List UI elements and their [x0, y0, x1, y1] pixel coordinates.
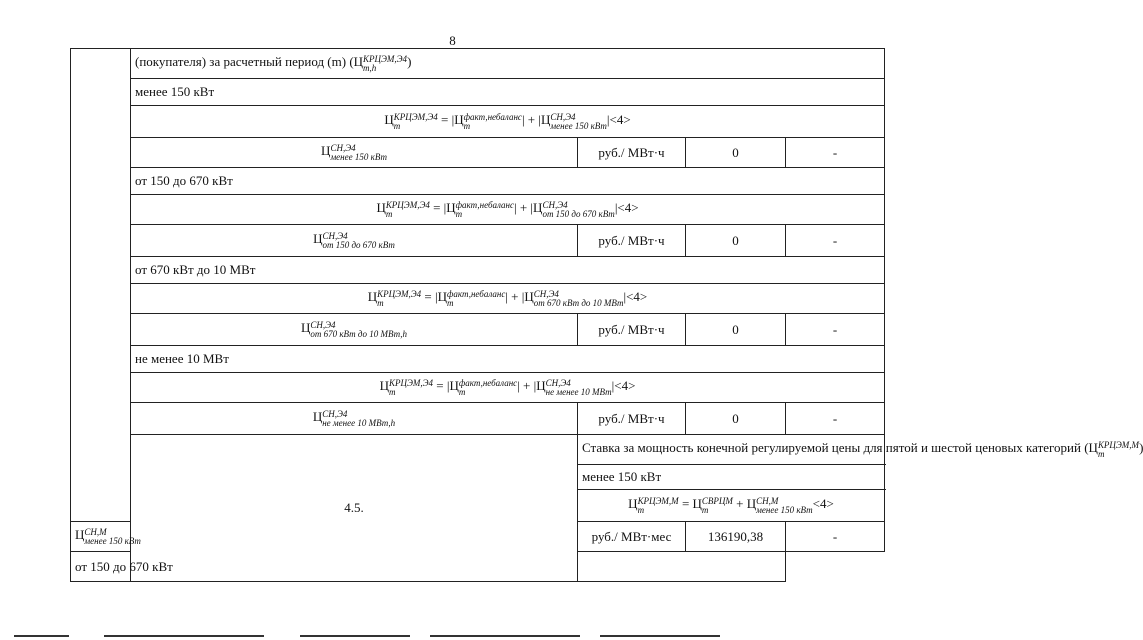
range-label: не менее 10 МВт: [131, 346, 885, 373]
unit-cell: руб./ МВт·мес: [578, 522, 686, 552]
range-label-row: [71, 346, 885, 373]
formula-row: [71, 106, 885, 138]
formula: Ц КРЦЭМ,Э4 m = |Ц факт,небаланс m | + |Ц СН,Э4 от 150 до 670 кВт |<4>: [131, 195, 885, 225]
range-label-row: [71, 552, 885, 582]
formula: Ц КРЦЭМ,Э4 m = |Ц факт,небаланс m | + |Ц СН,Э4 менее 150 кВт |<4>: [131, 106, 885, 138]
formula: Ц КРЦЭМ,Э4 m = |Ц факт,небаланс m | + |Ц СН,Э4 не менее 10 МВт |<4>: [131, 373, 885, 403]
symbol-cell: Ц СН,Э4 от 150 до 670 кВт: [131, 225, 578, 257]
symbol-cell: Ц СН,Э4 от 670 кВт до 10 МВт,h: [131, 314, 578, 346]
unit-cell: руб./ МВт·ч: [578, 225, 686, 257]
symbol-cell: Ц СН,Э4 не менее 10 МВт,h: [131, 403, 578, 435]
range-label-row: [71, 257, 885, 284]
dash-cell: -: [786, 225, 885, 257]
range-label: менее 150 кВт: [131, 79, 885, 106]
range-label: от 670 кВт до 10 МВт: [131, 257, 885, 284]
range-label: от 150 до 670 кВт: [131, 168, 885, 195]
dash-cell: -: [786, 314, 885, 346]
section-heading: Ставка за мощность конечной регулируемой цены для пятой и шестой ценовых категорий (Ц КРЦЭМ,М m ): [578, 435, 885, 465]
range-label: менее 150 кВт: [578, 465, 885, 490]
unit-cell: руб./ МВт·ч: [578, 403, 686, 435]
row-number-cell: [71, 49, 131, 522]
tariff-table: [70, 48, 1143, 582]
formula: Ц КРЦЭМ,Э4 m = |Ц факт,небаланс m | + |Ц СН,Э4 от 670 кВт до 10 МВт |<4>: [131, 284, 885, 314]
formula-row: [71, 373, 885, 403]
dash-cell: -: [786, 138, 885, 168]
range-label: от 150 до 670 кВт: [71, 552, 786, 582]
formula-row: [71, 284, 885, 314]
value-row: [71, 138, 885, 168]
value-row: [71, 403, 885, 435]
formula-row: [71, 195, 885, 225]
range-label-row: [71, 79, 885, 106]
value-cell: 0: [686, 138, 786, 168]
row-number-cell: 4.5.: [131, 435, 578, 582]
bottom-edge-marks: [0, 632, 905, 640]
section-4-5-heading-row: [71, 435, 885, 465]
section-heading: (покупателя) за расчетный период (m) (Ц КРЦЭМ,Э4 m,h ): [131, 49, 885, 79]
range-label-row: [71, 168, 885, 195]
formula: Ц КРЦЭМ,М m = Ц СВРЦМ m + Ц СН,М менее 150 кВт <4>: [578, 490, 885, 522]
value-cell: 0: [686, 225, 786, 257]
unit-cell: руб./ МВт·ч: [578, 138, 686, 168]
value-row: [71, 314, 885, 346]
value-cell: 0: [686, 314, 786, 346]
symbol-cell: Ц СН,М менее 150 кВт: [71, 522, 131, 552]
page-number: 8: [449, 33, 456, 48]
unit-cell: руб./ МВт·ч: [578, 314, 686, 346]
dash-cell: -: [786, 522, 885, 552]
section-heading-row: [71, 49, 885, 79]
value-cell: 136190,38: [686, 522, 786, 552]
dash-cell: -: [786, 403, 885, 435]
symbol-cell: Ц СН,Э4 менее 150 кВт: [131, 138, 578, 168]
value-row: [71, 225, 885, 257]
value-cell: 0: [686, 403, 786, 435]
